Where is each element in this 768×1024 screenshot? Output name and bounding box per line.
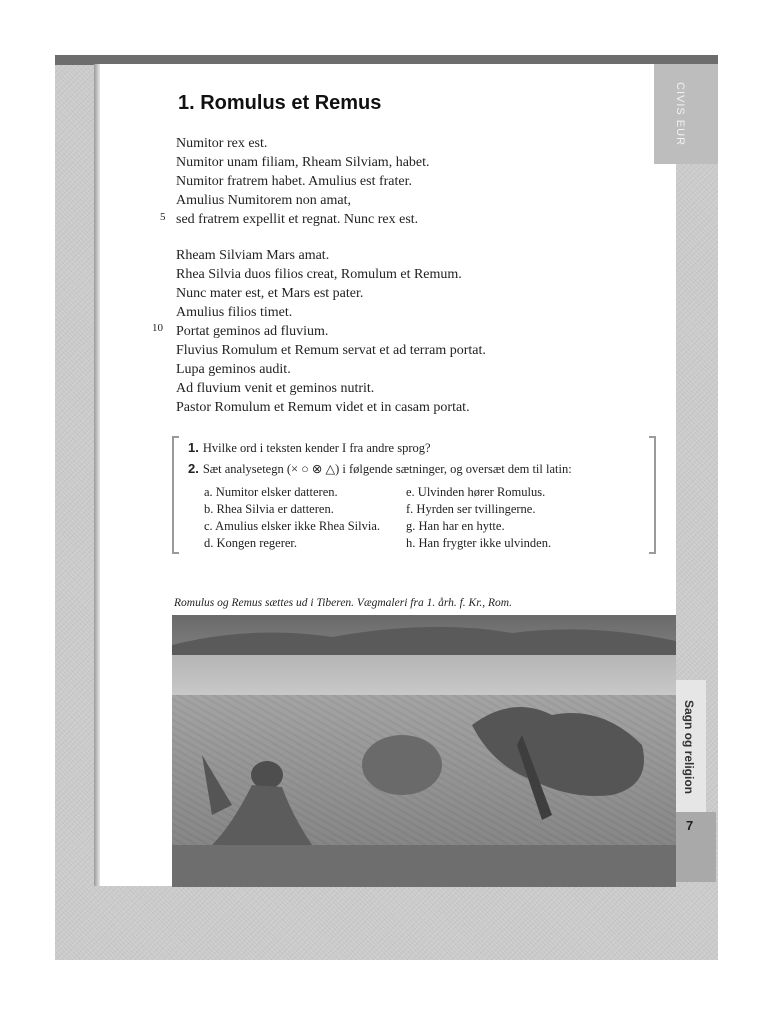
exercise-item: a. Numitor elsker datteren. — [204, 485, 338, 499]
bracket-right — [649, 436, 656, 554]
text-line: Rheam Silviam Mars amat. — [176, 248, 330, 263]
text-line: Numitor rex est. — [176, 136, 268, 151]
painting-figures — [172, 615, 676, 887]
image-caption: Romulus og Remus sættes ud i Tiberen. Vægmaleri fra 1. årh. f. Kr., Rom. — [174, 597, 512, 609]
text-line: Ad fluvium venit et geminos nutrit. — [176, 381, 375, 396]
painting-figure-river-god — [251, 761, 283, 789]
text-line: Numitor unam filiam, Rheam Silviam, habet. — [176, 155, 430, 170]
text-line: Nunc mater est, et Mars est pater. — [176, 286, 364, 301]
side-tab-chapter-label: Sagn og religion — [682, 700, 696, 795]
text-line: Pastor Romulum et Remum videt et in casam portat. — [176, 400, 470, 415]
painting-rock — [202, 755, 232, 815]
text-line: sed fratrem expellit et regnat. Nunc rex est. — [176, 212, 419, 227]
text-line: Lupa geminos audit. — [176, 362, 291, 377]
painting-figure-wolf — [362, 735, 442, 795]
text-line: Fluvius Romulum et Remum servat et ad terram portat. — [176, 343, 486, 358]
bracket-left — [172, 436, 179, 554]
question-number: 2. — [188, 461, 199, 476]
text-line: Numitor fratrem habet. Amulius est frater. — [176, 174, 412, 189]
exercise-item: b. Rhea Silvia er datteren. — [204, 502, 334, 516]
painting-tree — [472, 707, 644, 796]
exercise-item: d. Kongen regerer. — [204, 536, 298, 550]
line-number-10: 10 — [152, 322, 163, 334]
exercise-items-left — [204, 484, 380, 552]
text-line: Rhea Silvia duos filios creat, Romulum et Remum. — [176, 267, 462, 282]
text-line: Portat geminos ad fluvium. — [176, 324, 329, 339]
stanza-two — [176, 246, 486, 417]
side-tab-top — [654, 64, 718, 164]
question-text: Sæt analysetegn (× ○ ⊗ △) i følgende sætninger, og oversæt dem til latin: — [202, 462, 572, 476]
page-number: 7 — [686, 818, 694, 833]
stanza-one — [176, 134, 430, 229]
line-number-5: 5 — [160, 211, 166, 223]
exercise-question-1 — [188, 440, 431, 456]
exercise-item: f. Hyrden ser tvillingerne. — [406, 502, 536, 516]
side-tab-top-label: CIVIS EUR — [674, 82, 686, 147]
exercise-item: c. Amulius elsker ikke Rhea Silvia. — [204, 519, 381, 533]
exercise-question-2 — [188, 461, 572, 477]
painting-foreground — [172, 845, 676, 887]
exercise-item: h. Han frygter ikke ulvinden. — [406, 536, 552, 550]
question-number: 1. — [188, 440, 199, 455]
exercise-items-right — [406, 484, 551, 552]
wall-painting-image — [172, 615, 676, 887]
page-title: 1. Romulus et Remus — [178, 92, 382, 114]
text-line: Amulius Numitorem non amat, — [176, 193, 351, 208]
painting-mountains — [172, 627, 676, 655]
question-text: Hvilke ord i teksten kender I fra andre sprog? — [202, 441, 431, 455]
text-line: Amulius filios timet. — [176, 305, 293, 320]
exercise-item: e. Ulvinden hører Romulus. — [406, 485, 546, 499]
exercise-box — [178, 436, 640, 554]
painting-figure-body — [212, 785, 312, 845]
exercise-item: g. Han har en hytte. — [406, 519, 505, 533]
